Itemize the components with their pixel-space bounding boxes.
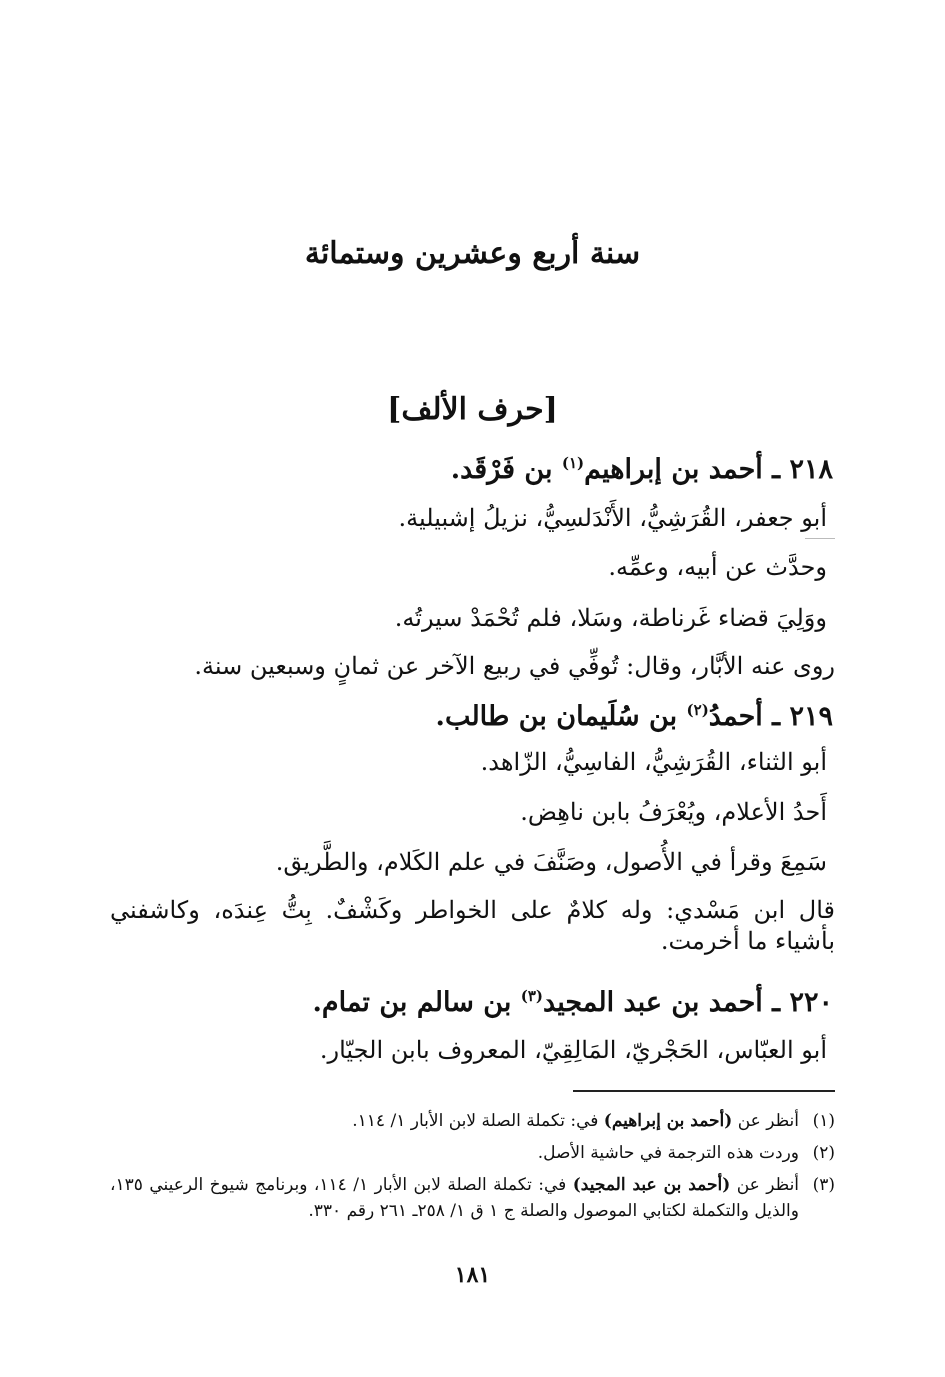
- entry-heading-218: ٢١٨ ـ أحمد بن إبراهيم$^{(١)}$ بن فَرْقَد.: [450, 454, 833, 485]
- footnote-number: (٢): [812, 1143, 835, 1163]
- year-title: سنة أربع وعشرين وستمائة: [304, 236, 641, 271]
- entry-line: وحدَّث عن أبيه، وعمِّه.: [608, 553, 827, 581]
- section-title: [حرف الألف]: [387, 392, 558, 427]
- page-number: ١٨١: [454, 1262, 491, 1288]
- footnote-3: [110, 1172, 835, 1225]
- footnote-rule: [573, 1090, 835, 1092]
- entry-line: روى عنه الأبَّار، وقال: تُوفِّي في ربيع الآخر عن ثمانٍ وسبعين سنة.: [194, 652, 835, 680]
- entry-line: سَمِعَ وقرأ في الأُصول، وصَنَّفَ في علم الكَلام، والطَّريق.: [275, 848, 827, 876]
- entry-heading-220: ٢٢٠ ـ أحمد بن عبد المجيد$^{(٣)}$ بن سالم بن تمام.: [312, 987, 833, 1018]
- footnote-1: [110, 1108, 835, 1134]
- entry-line: أَحدُ الأعلام، ويُعْرَفُ بابن ناهِض.: [520, 798, 827, 826]
- entry-line: أبو العبّاس، الحَجْريّ، المَالِقِيّ، المعروف بابن الجيّار.: [319, 1036, 827, 1064]
- footnote-text: أنظر عن (أحمد بن عبد المجيد) في: تكملة الصلة لابن الأبار ١/ ١١٤، وبرنامج شيوخ الرعيني ١٣٥، والذيل والتكملة لكتابي الموصول والصلة ج ١ ق ١/ ٢٥٨ـ ٢٦١ رقم ٣٣٠.: [110, 1175, 800, 1222]
- footnote-text: أنظر عن (أحمد بن إبراهيم) في: تكملة الصلة لابن الأبار ١/ ١١٤.: [352, 1111, 799, 1131]
- margin-mark: [805, 538, 835, 539]
- footnote-number: (٣): [812, 1175, 835, 1195]
- footnote-text: وردت هذه الترجمة في حاشية الأصل.: [537, 1143, 799, 1163]
- entry-line: أبو جعفر، القُرَشِيُّ، الأَنْدَلسِيُّ، نزيلُ إشبيلية.: [398, 504, 827, 532]
- footnote-2: [110, 1140, 835, 1166]
- entry-line: أبو الثناء، القُرَشِيُّ، الفاسِيُّ، الزّاهد.: [480, 748, 827, 776]
- entry-line: ووَلِيَ قضاء غَرناطة، وسَلا، فلم تُحْمَدْ سيرتُه.: [394, 604, 827, 632]
- entry-paragraph: قال ابن مَسْدي: وله كلامٌ على الخواطر وكَشْفٌ. بِتُّ عِندَه، وكاشفني بأشياء ما أخرمت.: [110, 896, 835, 956]
- footnote-number: (١): [812, 1111, 835, 1131]
- entry-heading-219: ٢١٩ ـ أحمدُ$^{(٢)}$ بن سُلَيمان بن طالب.: [435, 701, 833, 732]
